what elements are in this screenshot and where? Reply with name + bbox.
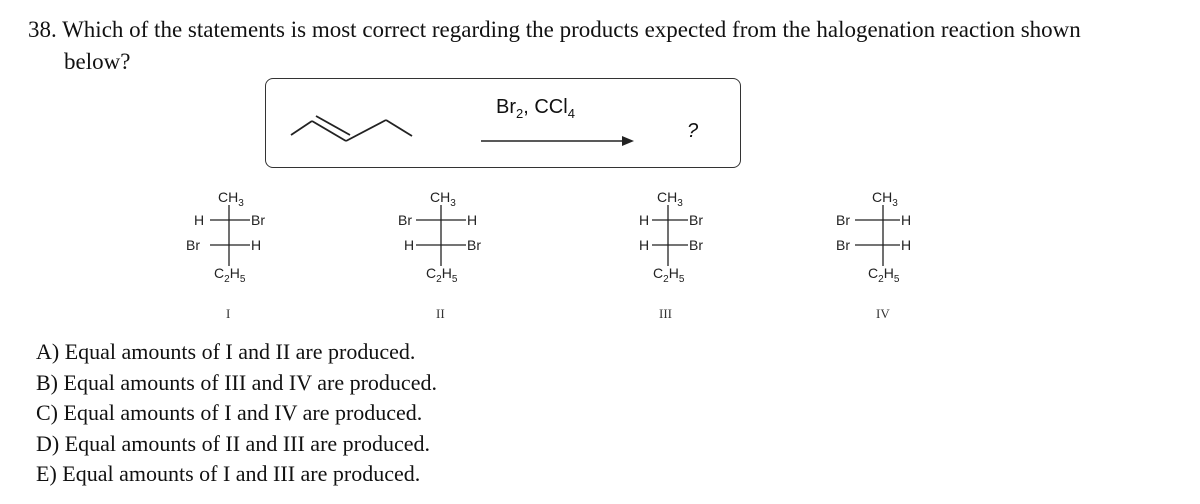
structure-bottom: $C_2H_5$ bbox=[214, 265, 246, 285]
structure-row1-left: H bbox=[639, 212, 650, 228]
choice-d[interactable]: D) Equal amounts of II and III are produced. bbox=[36, 430, 431, 456]
structure-row2-right: H bbox=[251, 237, 262, 253]
structure-row2-right: H bbox=[901, 237, 912, 253]
structure-top: $CH_3$ bbox=[657, 189, 683, 209]
structure-bottom: $C_2H_5$ bbox=[653, 265, 685, 285]
reaction-arrow bbox=[481, 136, 634, 146]
structure-numeral: III bbox=[659, 306, 672, 321]
question-number: 38. bbox=[28, 17, 57, 42]
alkene-skeleton bbox=[291, 116, 412, 141]
structure-row1-right: H bbox=[467, 212, 478, 228]
choice-b[interactable]: B) Equal amounts of III and IV are produced. bbox=[36, 369, 437, 395]
structure-row2-left: Br bbox=[186, 237, 201, 253]
answer-choices bbox=[36, 337, 437, 490]
fischer-crosses bbox=[210, 205, 900, 266]
question-line-1: Which of the statements is most correct regarding the products expected from the halogenation reaction shown bbox=[62, 17, 1081, 42]
structure-numeral: I bbox=[226, 306, 231, 321]
reagent-ccl: , CCl bbox=[523, 96, 568, 118]
structure-row2-right: Br bbox=[689, 237, 704, 253]
choice-a[interactable]: A) Equal amounts of I and II are produced. bbox=[36, 339, 416, 364]
structure-row1-right: Br bbox=[689, 212, 704, 228]
structure-row2-left: Br bbox=[836, 237, 851, 253]
structure-row1-right: H bbox=[901, 212, 912, 228]
choice-e[interactable]: E) Equal amounts of I and III are produced. bbox=[36, 461, 421, 486]
product-unknown: ? bbox=[687, 120, 699, 142]
structure-row1-right: Br bbox=[251, 212, 266, 228]
structure-bottom: $C_2H_5$ bbox=[426, 265, 458, 285]
reagent-br-sub: 2 bbox=[516, 106, 524, 121]
structure-top: $CH_3$ bbox=[218, 189, 244, 209]
choice-c[interactable]: C) Equal amounts of I and IV are produced. bbox=[36, 400, 423, 425]
question-line-2: below? bbox=[64, 49, 131, 74]
structure-numeral: IV bbox=[876, 306, 890, 321]
structure-top: $CH_3$ bbox=[430, 189, 456, 209]
structure-bottom: $C_2H_5$ bbox=[868, 265, 900, 285]
structure-row1-left: H bbox=[194, 212, 205, 228]
structure-row2-left: H bbox=[639, 237, 650, 253]
reagent-br: Br bbox=[496, 96, 516, 118]
structure-numeral: II bbox=[436, 306, 445, 321]
reagent-label bbox=[496, 96, 575, 121]
reagent-ccl-sub: 4 bbox=[567, 106, 575, 121]
structure-row1-left: Br bbox=[398, 212, 413, 228]
structure-top: $CH_3$ bbox=[872, 189, 898, 209]
structure-row2-right: Br bbox=[467, 237, 482, 253]
structure-row2-left: H bbox=[404, 237, 415, 253]
structure-row1-left: Br bbox=[836, 212, 851, 228]
